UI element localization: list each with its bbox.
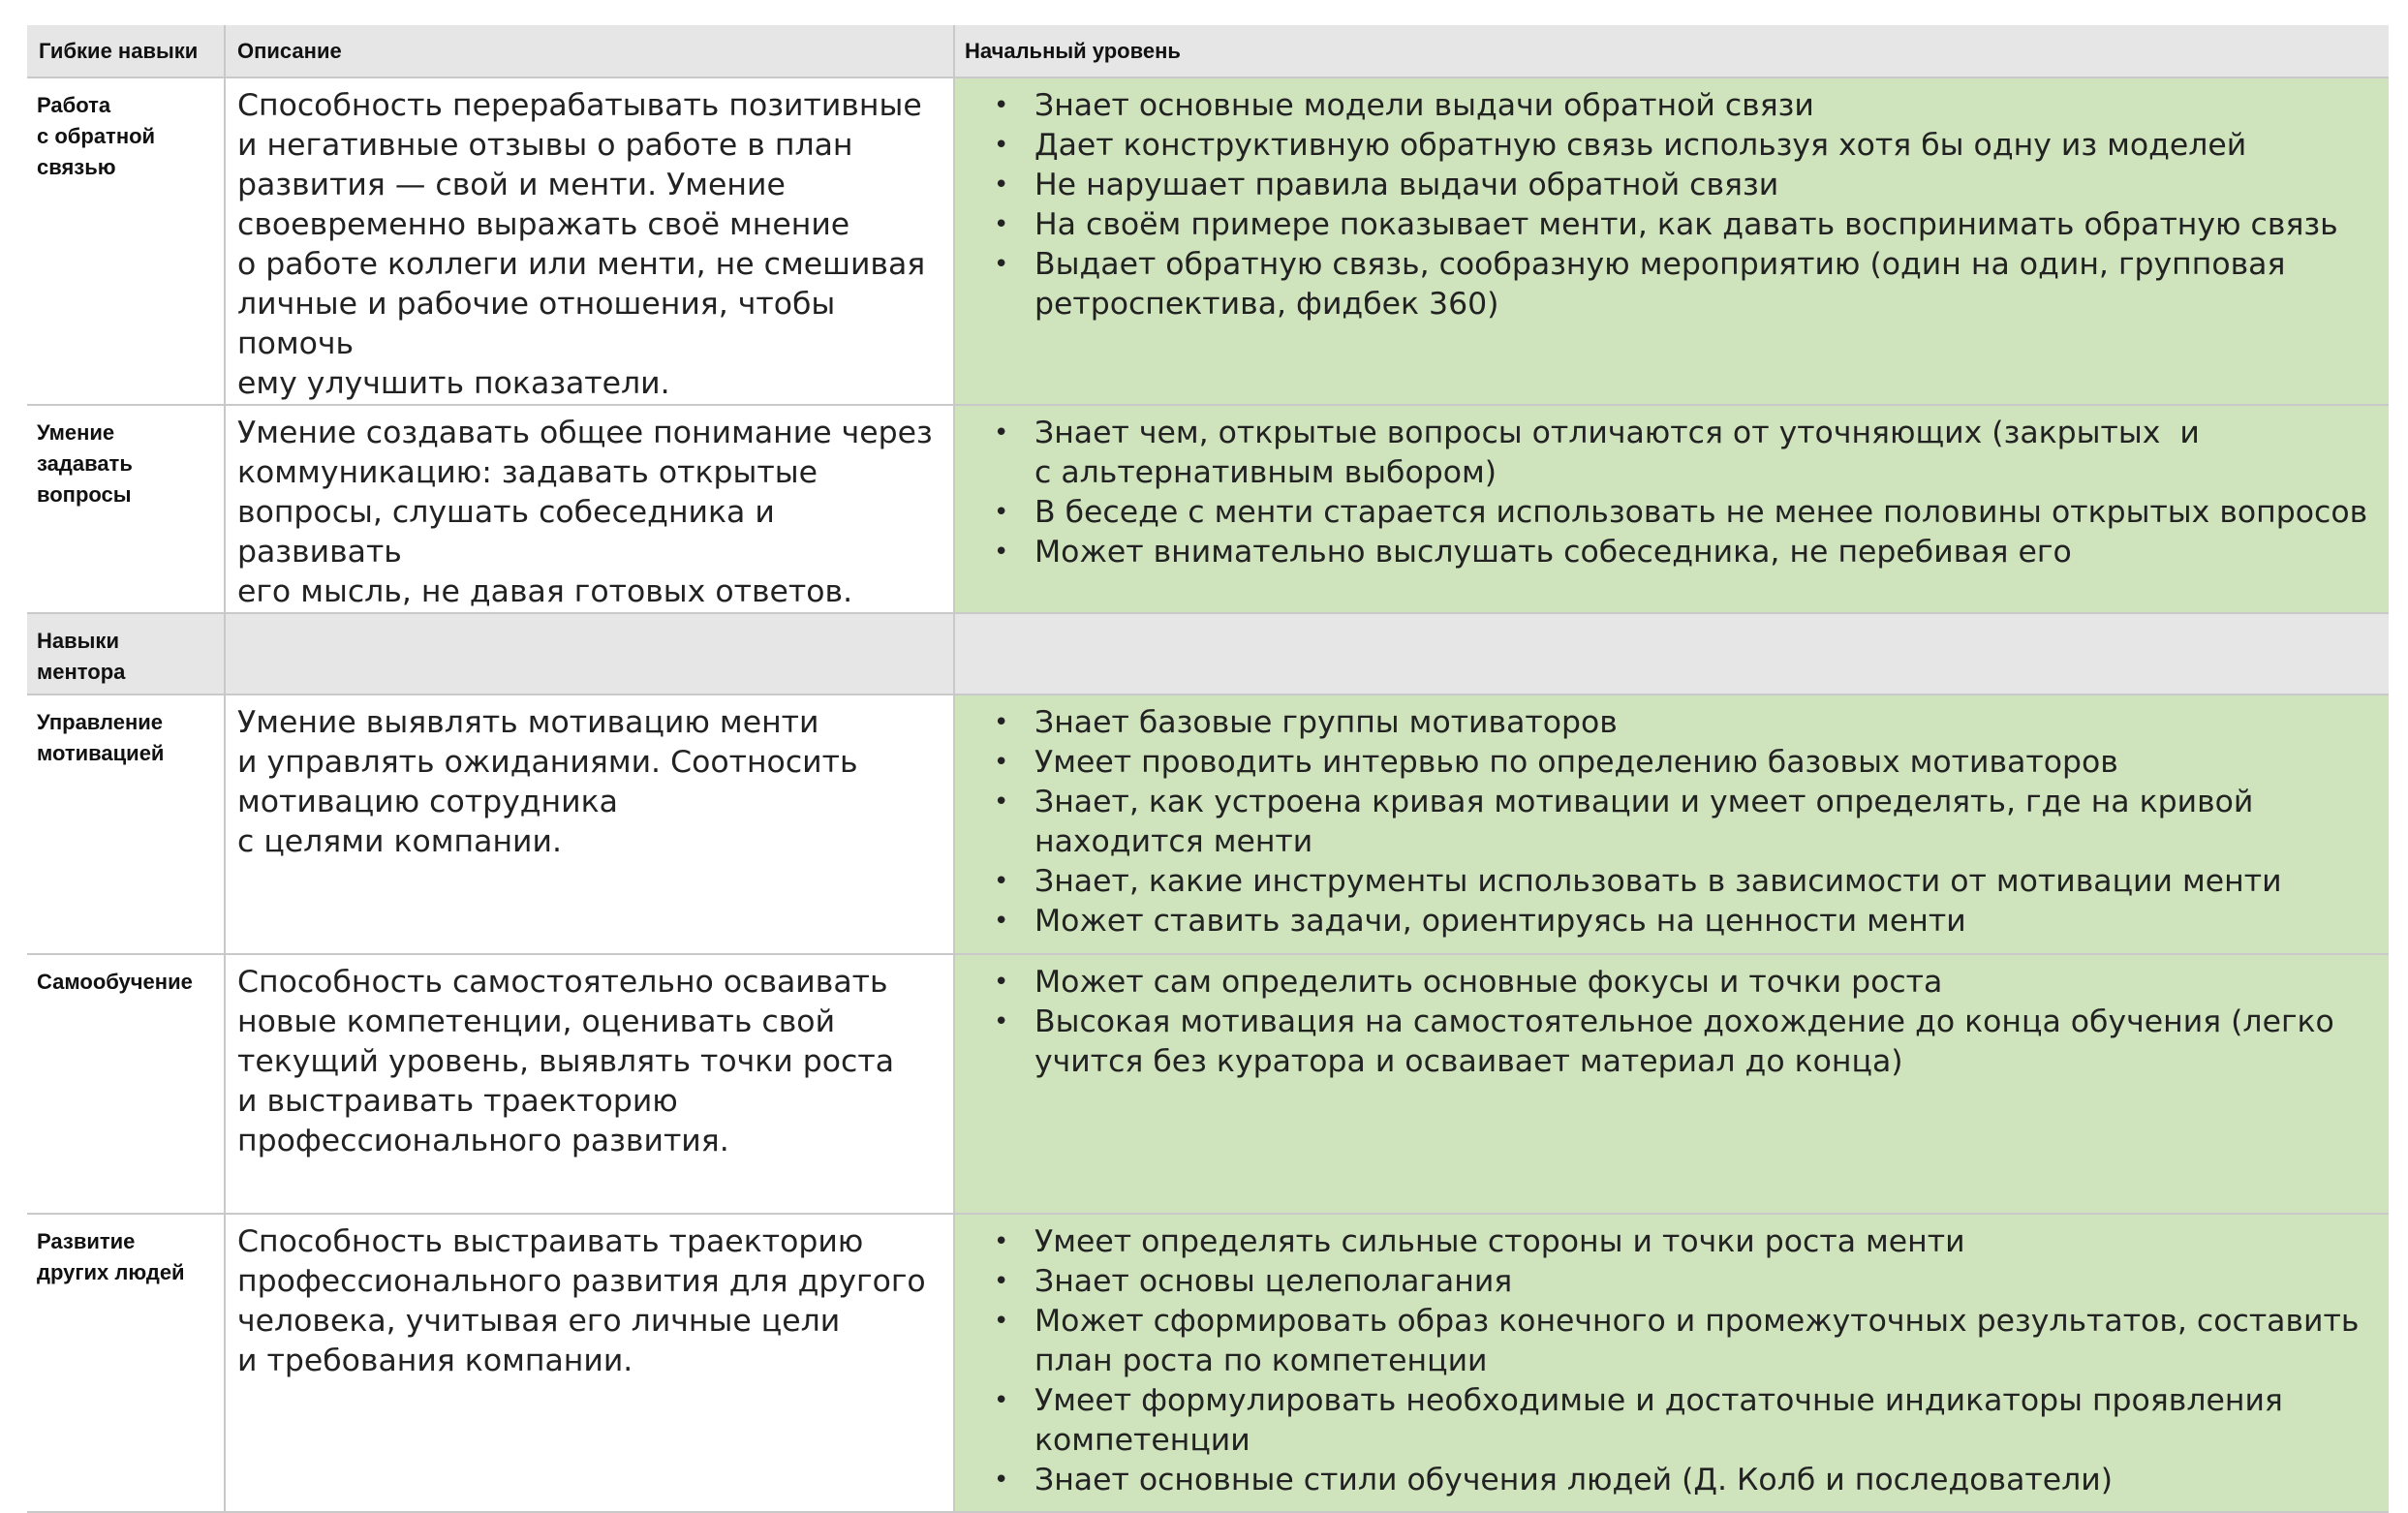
- indicator-item: • Может внимательно выслушать собеседника, не перебивая его: [994, 533, 2381, 572]
- description-line: профессионального развития.: [237, 1124, 729, 1158]
- description-line: текущий уровень, выявлять точки роста: [237, 1044, 895, 1079]
- indicator-item: • Знает основные модели выдачи обратной связи: [994, 86, 2381, 126]
- description-line: Способность выстраивать траекторию: [237, 1224, 864, 1259]
- description-line: его мысль, не давая готовых ответов.: [237, 574, 853, 609]
- header-description: Описание: [225, 25, 954, 77]
- competency-table-wrapper: [27, 25, 2389, 1513]
- description-line: о работе коллеги или менти, не смешивая: [237, 247, 926, 282]
- skill-name: Самообучение: [27, 954, 225, 1214]
- indicator-item: • В беседе с менти старается использовать не менее половины открытых вопросов: [994, 493, 2381, 533]
- description-line: и требования компании.: [237, 1343, 633, 1378]
- table-row: [27, 1214, 2389, 1512]
- level-indicators: [954, 405, 2389, 613]
- indicator-item: • Умеет определять сильные стороны и точки роста менти: [994, 1222, 2381, 1262]
- level-indicators: [954, 954, 2389, 1214]
- description-line: вопросы, слушать собеседника и развивать: [237, 495, 775, 570]
- description-line: и выстраивать траекторию: [237, 1084, 678, 1119]
- competency-table: [27, 25, 2389, 1513]
- indicator-item: • Умеет формулировать необходимые и достаточные индикаторы проявления компетенции: [994, 1381, 2381, 1461]
- description-line: Умение выявлять мотивацию менти: [237, 705, 819, 740]
- table-row: [27, 77, 2389, 405]
- skill-name: Управление мотивацией: [27, 695, 225, 954]
- description-line: развития — свой и менти. Умение: [237, 168, 786, 202]
- level-indicators: [954, 77, 2389, 405]
- description-line: Способность самостоятельно осваивать: [237, 965, 888, 1000]
- indicator-item: • Может ставить задачи, ориентируясь на ценности менти: [994, 902, 2381, 942]
- indicator-item: • Знает основы целеполагания: [994, 1262, 2381, 1302]
- description-line: коммуникацию: задавать открытые: [237, 455, 818, 490]
- section-row: [27, 613, 2389, 695]
- indicator-item: • Выдает обратную связь, сообразную мероприятию (один на один, групповая ретроспектива, фидбек 360): [994, 245, 2381, 324]
- section-title: Навыки ментора: [27, 613, 225, 695]
- section-empty-cell: [225, 613, 954, 695]
- level-indicators: [954, 695, 2389, 954]
- description-line: новые компетенции, оценивать свой: [237, 1004, 836, 1039]
- description-line: и негативные отзывы о работе в план: [237, 128, 853, 163]
- description-line: человека, учитывая его личные цели: [237, 1304, 841, 1339]
- header-skills: Гибкие навыки: [27, 25, 225, 77]
- indicator-list: [994, 703, 2381, 942]
- table-row: [27, 695, 2389, 954]
- description-line: профессионального развития для другого: [237, 1264, 926, 1299]
- skill-description: [225, 954, 954, 1214]
- section-empty-cell: [954, 613, 2389, 695]
- indicator-item: • Знает чем, открытые вопросы отличаются от уточняющих (закрытых и с альтернативным выбором): [994, 414, 2381, 493]
- indicator-item: • Умеет проводить интервью по определению базовых мотиваторов: [994, 743, 2381, 783]
- indicator-list: [994, 414, 2381, 572]
- skill-name: Работа с обратной связью: [27, 77, 225, 405]
- indicator-item: • На своём примере показывает менти, как давать воспринимать обратную связь: [994, 205, 2381, 245]
- skill-description: [225, 695, 954, 954]
- indicator-item: • Дает конструктивную обратную связь используя хотя бы одну из моделей: [994, 126, 2381, 166]
- description-line: своевременно выражать своё мнение: [237, 207, 850, 242]
- header-level: Начальный уровень: [954, 25, 2389, 77]
- table-header: [27, 25, 2389, 77]
- indicator-item: • Знает, какие инструменты использовать в зависимости от мотивации менти: [994, 862, 2381, 902]
- description-line: и управлять ожиданиями. Соотносить: [237, 745, 858, 780]
- skill-description: [225, 77, 954, 405]
- table-row: [27, 954, 2389, 1214]
- indicator-item: • Не нарушает правила выдачи обратной связи: [994, 166, 2381, 205]
- description-line: Способность перерабатывать позитивные: [237, 88, 922, 123]
- indicator-list: [994, 1222, 2381, 1500]
- skill-name: Умение задавать вопросы: [27, 405, 225, 613]
- indicator-item: • Может сам определить основные фокусы и точки роста: [994, 963, 2381, 1003]
- table-row: [27, 405, 2389, 613]
- indicator-item: • Знает базовые группы мотиваторов: [994, 703, 2381, 743]
- indicator-item: • Может сформировать образ конечного и промежуточных результатов, составить план роста по компетенции: [994, 1302, 2381, 1381]
- skill-name: Развитие других людей: [27, 1214, 225, 1512]
- indicator-item: • Высокая мотивация на самостоятельное дохождение до конца обучения (легко учится без куратора и осваивает материал до конца): [994, 1003, 2381, 1082]
- header-row: [27, 25, 2389, 77]
- indicator-item: • Знает, как устроена кривая мотивации и умеет определять, где на кривой находится менти: [994, 783, 2381, 862]
- indicator-list: [994, 963, 2381, 1082]
- indicator-item: • Знает основные стили обучения людей (Д. Колб и последователи): [994, 1461, 2381, 1500]
- description-line: с целями компании.: [237, 824, 562, 859]
- skill-description: [225, 1214, 954, 1512]
- skill-description: [225, 405, 954, 613]
- description-line: мотивацию сотрудника: [237, 785, 618, 819]
- description-line: ему улучшить показатели.: [237, 366, 670, 401]
- description-line: личные и рабочие отношения, чтобы помочь: [237, 287, 836, 361]
- level-indicators: [954, 1214, 2389, 1512]
- table-body: [27, 77, 2389, 1512]
- description-line: Умение создавать общее понимание через: [237, 416, 933, 450]
- indicator-list: [994, 86, 2381, 324]
